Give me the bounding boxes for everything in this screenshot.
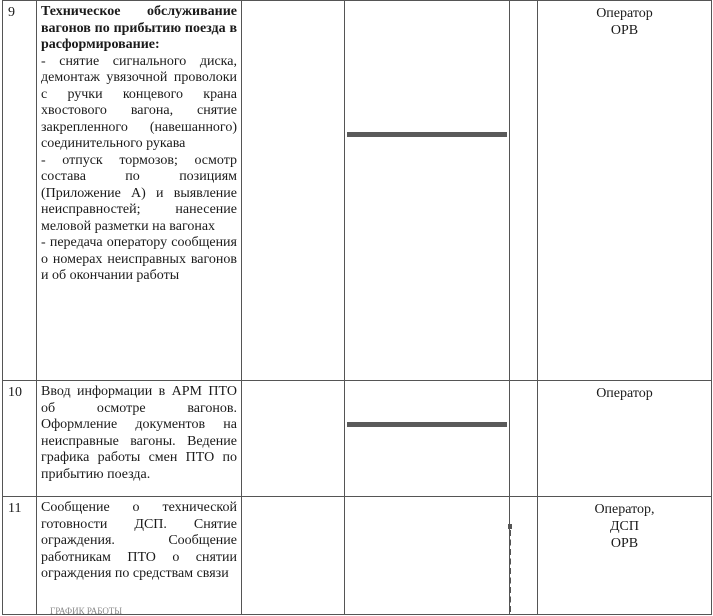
row-number: 9 (3, 1, 37, 381)
schedule-cell (510, 381, 538, 497)
schedule-cell (510, 1, 538, 381)
schedule-marker (508, 524, 512, 529)
table-row (3, 381, 712, 497)
schedule-dashed-line (509, 530, 511, 612)
executor-line: Оператор (596, 6, 653, 21)
table-row (3, 497, 712, 615)
row-line: - передача оператору сообщения о номерах неисправных вагонов и об окончании работы (41, 235, 237, 283)
executor-line: Оператор (596, 386, 653, 401)
row-line: Сообщение о технической готовности ДСП. Снятие ограждения. Сообщение работникам ПТО о снятии ограждения по средствам связи (41, 500, 237, 581)
row-description (37, 381, 242, 497)
executor-line: ОРВ (610, 23, 639, 38)
schedule-bar (347, 132, 507, 137)
row-executor (538, 381, 712, 497)
executor-line: ОРВ (610, 536, 639, 551)
row-description (37, 497, 242, 615)
executor-line: Оператор, (594, 502, 655, 517)
table-row (3, 1, 712, 381)
row-executor (538, 1, 712, 381)
executor-line: ДСП (610, 519, 639, 534)
schedule-cell (242, 497, 345, 615)
row-number: 10 (3, 381, 37, 497)
row-line: - снятие сигнального диска, демонтаж увязочной проволоки с ручки концевого крана хвостового вагона, снятие закрепленного (навешанного) соединительного рукава (41, 53, 237, 151)
row-description (37, 1, 242, 381)
schedule-bar (347, 422, 507, 427)
schedule-cell (345, 1, 510, 381)
schedule-cell (345, 497, 510, 615)
schedule-cell (242, 1, 345, 381)
row-line: Ввод информации в АРМ ПТО об осмотре вагонов. Оформление документов на неисправные вагоны. Ведение графика работы смен ПТО по прибытию поезда. (41, 384, 237, 482)
schedule-cell (242, 381, 345, 497)
row-line: - отпуск тормозов; осмотр состава по позициям (Приложение А) и выявление неисправностей; нанесение меловой разметки на вагонах (41, 152, 237, 234)
row-executor (538, 497, 712, 615)
row-title: Техническое обслуживание вагонов по прибытию поезда в расформирование: (41, 4, 237, 52)
schedule-cell (345, 381, 510, 497)
footer-fragment: ГРАФИК РАБОТЫ (50, 606, 123, 616)
schedule-cell (510, 497, 538, 615)
row-number: 11 (3, 497, 37, 615)
operations-table (2, 0, 712, 615)
